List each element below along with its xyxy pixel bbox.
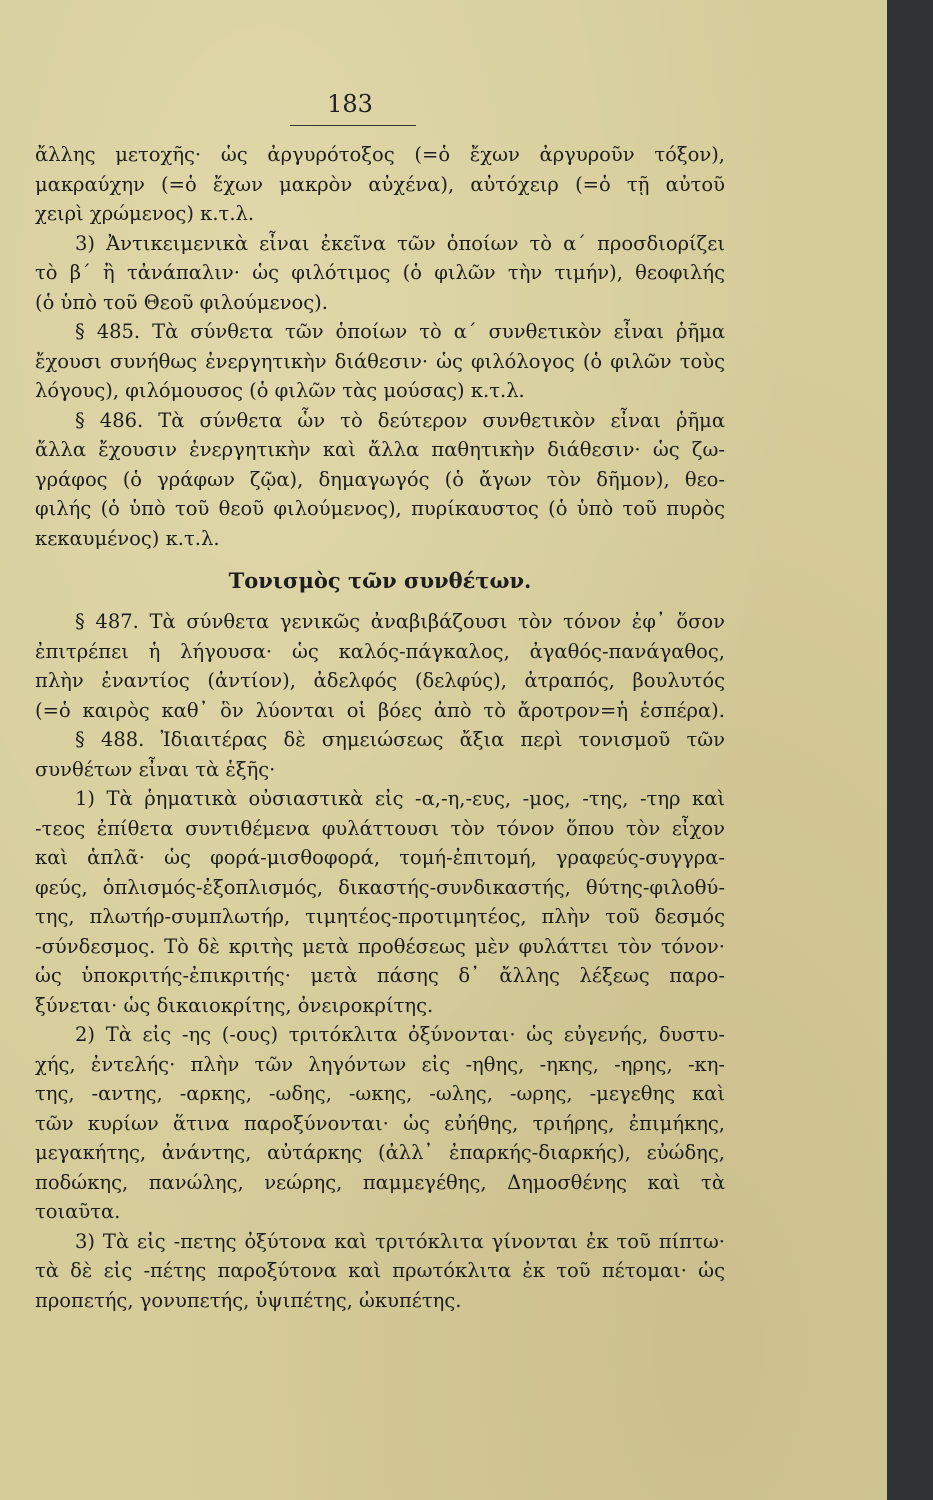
page-number-rule	[290, 125, 416, 126]
text-line: πλὴν ἐναντίος (ἀντίον), ἀδελφός (δελφύς), ἀτραπός, βουλυτός	[35, 669, 725, 692]
text-line: ἄλλα ἔχουσιν ἐνεργητικὴν καὶ ἄλλα παθητικὴν διάθεσιν· ὡς ζω-	[35, 438, 725, 461]
text-line: προπετής, γονυπετής, ὑψιπέτης, ὠκυπέτης.	[35, 1288, 462, 1312]
text-line: τοιαῦτα.	[35, 1200, 121, 1223]
text-line: ξύνεται· ὡς δικαιοκρίτης, ὀνειροκρίτης.	[35, 993, 434, 1017]
text-line: καὶ ἁπλᾶ· ὡς φορά-μισθοφορά, τομή-ἐπιτομή, γραφεύς-συγγρα-	[35, 846, 725, 869]
text-line: λόγους), φιλόμουσος (ὁ φιλῶν τὰς μούσας) κ.τ.λ.	[35, 379, 525, 402]
text-line: ἄλλης μετοχῆς· ὡς ἀργυρότοξος (=ὁ ἔχων ἀργυροῦν τόξον),	[35, 143, 725, 166]
text-line: γράφος (ὁ γράφων ζῷα), δημαγωγός (ὁ ἄγων τὸν δῆμον), θεο-	[35, 467, 725, 491]
text-line: κεκαυμένος) κ.τ.λ.	[35, 526, 220, 550]
text-line: 3) Ἀντικειμενικὰ εἶναι ἐκεῖνα τῶν ὁποίων τὸ α΄ προσδιορίζει	[75, 231, 725, 255]
section-heading: Τονισμὸς τῶν συνθέτων.	[228, 568, 532, 593]
text-line: συνθέτων εἶναι τὰ ἑξῆς·	[35, 757, 276, 781]
text-line: φιλής (ὁ ὑπὸ τοῦ θεοῦ φιλούμενος), πυρίκαυστος (ὁ ὑπὸ τοῦ πυρὸς	[35, 497, 725, 520]
scan-background-edge	[887, 0, 933, 1500]
page-number: 183	[327, 90, 373, 118]
text-line: ποδώκης, πανώλης, νεώρης, παμμεγέθης, Δημοσθένης καὶ τὰ	[35, 1170, 725, 1194]
text-line: ἔχουσι συνήθως ἐνεργητικὴν διάθεσιν· ὡς φιλόλογος (ὁ φιλῶν τοὺς	[35, 349, 725, 373]
text-line: της, πλωτήρ-συμπλωτήρ, τιμητέος-προτιμητέος, πλὴν τοῦ δεσμός	[35, 905, 725, 928]
text-line: χειρὶ χρώμενος) κ.τ.λ.	[35, 202, 255, 225]
text-line: τῶν κυρίων ἅτινα παροξύνονται· ὡς εὐήθης, τριήρης, ἐπιμήκης,	[35, 1111, 725, 1135]
text-line: φεύς, ὁπλισμός-ἐξοπλισμός, δικαστής-συνδικαστής, θύτης-φιλοθύ-	[35, 875, 725, 899]
text-line: § 486. Τὰ σύνθετα ὧν τὸ δεύτερον συνθετικὸν εἶναι ῥῆμα	[75, 408, 725, 432]
text-line: τὰ δὲ εἰς -πέτης παροξύτονα καὶ πρωτόκλιτα ἐκ τοῦ πέτομαι· ὡς	[35, 1259, 725, 1282]
text-line: § 488. Ἰδιαιτέρας δὲ σημειώσεως ἄξια περὶ τονισμοῦ τῶν	[75, 728, 725, 751]
text-line: (=ὁ καιρὸς καθ᾽ ὃν λύονται οἱ βόες ἀπὸ τὸ ἄροτρον=ἡ ἑσπέρα).	[35, 698, 725, 722]
text-line: τὸ β΄ ἢ τἀνάπαλιν· ὡς φιλότιμος (ὁ φιλῶν τὴν τιμήν), θεοφιλής	[35, 261, 725, 284]
text-line: -τεος ἐπίθετα συντιθέμενα φυλάττουσι τὸν τόνον ὅπου τὸν εἶχον	[35, 816, 725, 840]
text-line: 1) Τὰ ῥηματικὰ οὐσιαστικὰ εἰς -α,-η,-ευς, -μος, -της, -τηρ καὶ	[75, 787, 725, 810]
text-line: χής, ἐντελής· πλὴν τῶν ληγόντων εἰς -ηθης, -ηκης, -ηρης, -κη-	[35, 1052, 725, 1076]
text-line: μεγακήτης, ἀνάντης, αὐτάρκης (ἀλλ᾽ ἐπαρκής-διαρκής), εὐώδης,	[35, 1141, 725, 1164]
text-line: (ὁ ὑπὸ τοῦ Θεοῦ φιλούμενος).	[35, 290, 328, 314]
text-line: ὡς ὑποκριτής-ἐπικριτής· μετὰ πάσης δ᾽ ἄλλης λέξεως παρο-	[35, 964, 725, 987]
text-line: 3) Τὰ εἰς -πετης ὀξύτονα καὶ τριτόκλιτα γίνονται ἐκ τοῦ πίπτω·	[75, 1229, 725, 1253]
page-body-text	[35, 140, 725, 1315]
text-line: -σύνδεσμος. Τὸ δὲ κριτὴς μετὰ προθέσεως μὲν φυλάττει τὸν τόνον·	[35, 934, 725, 958]
text-line: 2) Τὰ εἰς -ης (-ους) τριτόκλιτα ὀξύνονται· ὡς εὐγενής, δυστυ-	[75, 1023, 725, 1046]
text-line: § 487. Τὰ σύνθετα γενικῶς ἀναβιβάζουσι τὸν τόνον ἐφ᾽ ὅσον	[75, 610, 725, 633]
text-line: μακραύχην (=ὁ ἔχων μακρὸν αὐχένα), αὐτόχειρ (=ὁ τῇ αὐτοῦ	[35, 172, 725, 196]
text-line: § 485. Τὰ σύνθετα τῶν ὁποίων τὸ α΄ συνθετικὸν εἶναι ῥῆμα	[75, 320, 725, 343]
text-line: ἐπιτρέπει ἡ λήγουσα· ὡς καλός-πάγκαλος, ἀγαθός-πανάγαθος,	[35, 639, 725, 663]
text-line: της, -αντης, -αρκης, -ωδης, -ωκης, -ωλης, -ωρης, -μεγεθης καὶ	[35, 1082, 725, 1105]
